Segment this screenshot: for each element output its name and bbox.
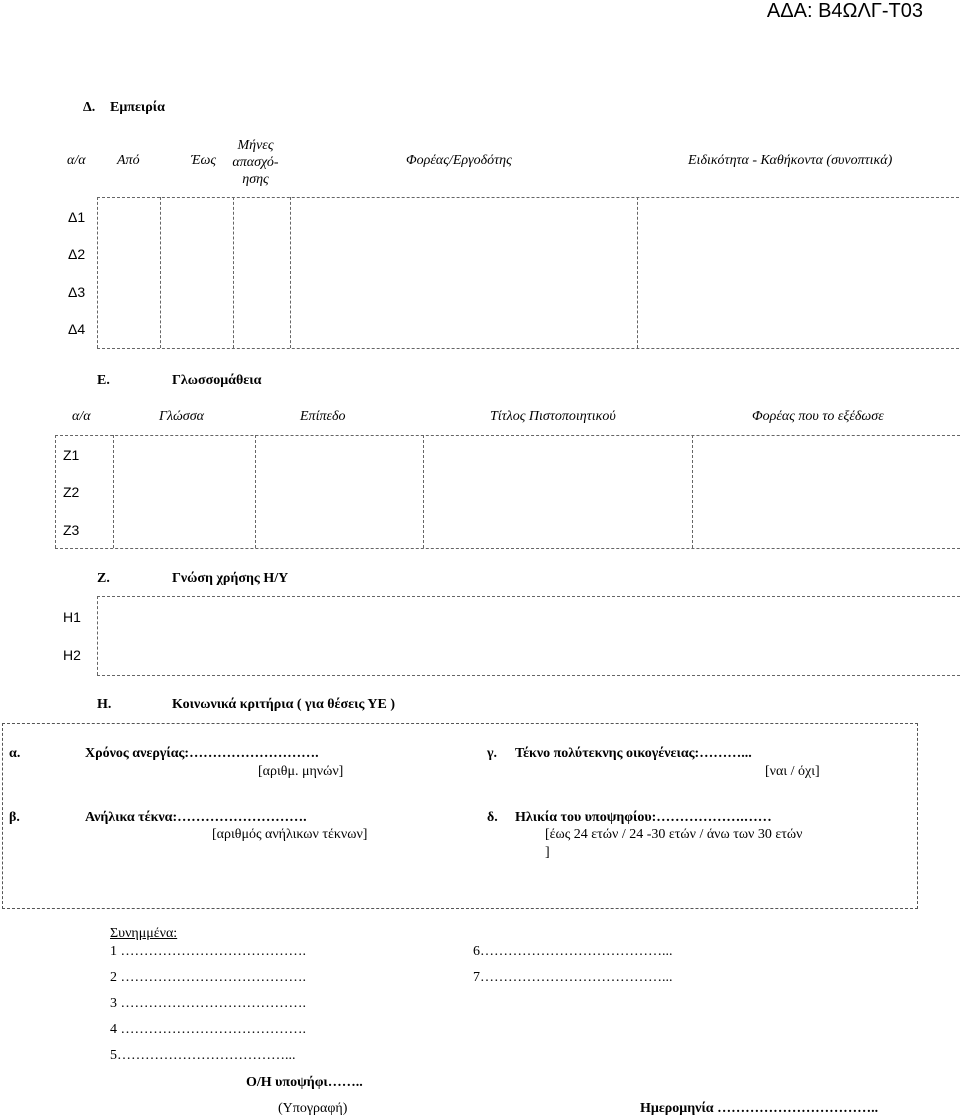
attachment-6: 6…………………………………...: [473, 944, 673, 959]
row-d2: Δ2: [68, 246, 86, 262]
col-months-line-1: Μήνες: [237, 138, 274, 153]
attachment-3: 3 ………………………………….: [110, 996, 306, 1011]
section-e-title: Γλωσσομάθεια: [172, 373, 262, 388]
col-to: Έως: [191, 153, 217, 168]
document-code: ΑΔΑ: Β4ΩΛΓ-Τ03: [766, 0, 923, 22]
section-d-letter: Δ.: [83, 100, 96, 115]
criterion-c-hint: [ναι / όχι]: [765, 764, 820, 779]
grid-line: [255, 435, 256, 548]
attachment-7: 7…………………………………...: [473, 970, 673, 985]
row-d3: Δ3: [68, 284, 86, 300]
criterion-d-hint: [έως 24 ετών / 24 -30 ετών / άνω των 30 ετών: [545, 827, 803, 842]
col-level: Επίπεδο: [300, 409, 346, 424]
grid-line: [423, 435, 424, 548]
col-certificate: Τίτλος Πιστοποιητικού: [490, 409, 616, 424]
grid-line: [97, 348, 959, 349]
criterion-d-label: Ηλικία του υποψηφίου:……………….……: [515, 810, 772, 825]
col-aa: α/α: [67, 153, 86, 168]
candidate-label: Ο/Η υποψήφι……..: [246, 1075, 363, 1090]
section-e-letter: Ε.: [97, 373, 110, 388]
grid-line: [637, 197, 638, 348]
col-months-line-2: απασχό-: [232, 155, 279, 170]
section-z-letter: Ζ.: [97, 571, 110, 586]
grid-line: [160, 197, 161, 348]
criterion-b-hint: [αριθμός ανήλικων τέκνων]: [212, 827, 368, 842]
grid-line: [290, 197, 291, 348]
criterion-a-letter: α.: [9, 746, 21, 761]
criterion-a-hint: [αριθμ. μηνών]: [258, 764, 344, 779]
section-d-title: Εμπειρία: [110, 100, 165, 115]
col-language: Γλώσσα: [159, 409, 204, 424]
criterion-b-letter: β.: [9, 810, 20, 825]
grid-line: [97, 596, 960, 597]
section-z-title: Γνώση χρήσης Η/Υ: [172, 571, 289, 586]
attachment-1: 1 ………………………………….: [110, 944, 306, 959]
section-h-title: Κοινωνικά κριτήρια ( για θέσεις ΥΕ ): [172, 697, 395, 712]
grid-line: [55, 435, 960, 436]
col-from: Από: [117, 153, 140, 168]
col-issuer: Φορέας που το εξέδωσε: [752, 409, 884, 424]
grid-line: [55, 548, 960, 549]
section-h-letter: Η.: [97, 697, 112, 712]
row-d1: Δ1: [68, 209, 86, 225]
col-lang-aa: α/α: [72, 409, 91, 424]
criterion-d-hint-end: ]: [545, 845, 550, 860]
row-d4: Δ4: [68, 321, 86, 337]
criterion-a-label: Χρόνος ανεργίας:……………………….: [85, 746, 319, 761]
row-z2: Ζ2: [63, 484, 80, 500]
grid-line: [55, 435, 56, 548]
criterion-c-label: Τέκνο πολύτεκνης οικογένειας:………...: [515, 746, 752, 761]
row-h1: Η1: [63, 609, 81, 625]
attachment-4: 4 ………………………………….: [110, 1022, 306, 1037]
col-specialty: Ειδικότητα - Καθήκοντα (συνοπτικά): [688, 153, 893, 168]
grid-line: [97, 675, 960, 676]
grid-line: [97, 197, 959, 198]
criterion-b-label: Ανήλικα τέκνα:……………………….: [85, 810, 307, 825]
row-z3: Ζ3: [63, 522, 80, 538]
date-label: Ημερομηνία ……………………………..: [640, 1101, 879, 1116]
grid-line: [692, 435, 693, 548]
col-months-line-3: ησης: [242, 172, 269, 187]
grid-line: [97, 197, 98, 348]
grid-line: [233, 197, 234, 348]
criterion-d-letter: δ.: [487, 810, 498, 825]
row-h2: Η2: [63, 647, 81, 663]
col-employer: Φορέας/Εργοδότης: [406, 153, 512, 168]
row-z1: Ζ1: [63, 447, 80, 463]
col-months: [228, 137, 283, 188]
grid-line: [97, 596, 98, 675]
attachment-2: 2 ………………………………….: [110, 970, 306, 985]
attachments-title: Συνημμένα:: [110, 926, 178, 941]
attachment-5: 5………………………………...: [110, 1048, 296, 1063]
criterion-c-letter: γ.: [487, 746, 498, 761]
grid-line: [113, 435, 114, 548]
signature-hint: (Υπογραφή): [278, 1101, 348, 1116]
